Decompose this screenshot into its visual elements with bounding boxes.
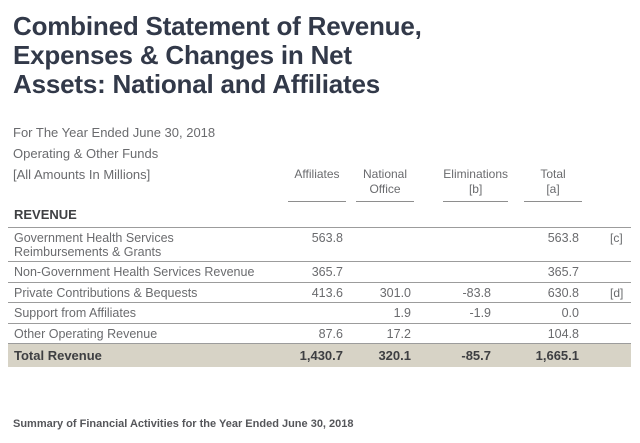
column-header-line: Total: [540, 167, 566, 181]
cell-national-office: 17.2: [346, 323, 414, 344]
row-label-line: Private Contributions & Bequests: [14, 285, 198, 300]
column-header-line: Eliminations: [443, 167, 508, 181]
cell-footnote: [582, 262, 631, 283]
section-header-revenue: REVENUE: [8, 202, 631, 228]
row-label-line: Support from Affiliates: [14, 306, 137, 320]
cell-eliminations: [414, 228, 494, 262]
cell-national-office: [346, 262, 414, 283]
cell-eliminations: -1.9: [414, 303, 494, 324]
cell-total: 365.7: [494, 262, 582, 283]
row-label-line: Other Operating Revenue: [14, 326, 158, 341]
row-label: [8, 323, 286, 344]
page-title: [0, 0, 640, 99]
cell-total-total: 1,665.1: [494, 344, 582, 368]
revenue-table: [8, 167, 631, 367]
column-header-affiliates-underline: [288, 167, 346, 202]
table-row-other-operating-revenue: [8, 323, 631, 344]
cell-footnote: [582, 323, 631, 344]
column-header-line: [288, 182, 346, 197]
column-header-line: Affiliates: [294, 167, 340, 181]
cell-total: 104.8: [494, 323, 582, 344]
cell-affiliates-total: 1,430.7: [286, 344, 346, 368]
column-header-affiliates: [286, 167, 346, 202]
column-header-line: National: [362, 167, 408, 181]
cell-eliminations-total: -85.7: [414, 344, 494, 368]
page-title-line: Expenses & Changes in Net: [13, 40, 352, 70]
cell-national-office: 301.0: [346, 282, 414, 303]
column-header-eliminations: [414, 167, 508, 202]
row-label-line: Reimbursements & Grants: [14, 244, 162, 259]
column-header-line: [a]: [546, 182, 560, 196]
cell-affiliates: 563.8: [286, 228, 346, 262]
page-title-line: Combined Statement of Revenue,: [13, 11, 422, 41]
total-row-label: Total Revenue: [8, 344, 286, 368]
row-label: [8, 303, 286, 324]
column-header-line: Office: [369, 182, 401, 196]
column-header-national-office-underline: [356, 167, 414, 202]
report-units: [All Amounts In Millions]: [13, 167, 151, 182]
table-row-total-revenue: [8, 344, 631, 368]
cell-footnote: [582, 303, 631, 324]
cell-affiliates: [286, 303, 346, 324]
cell-national-office: 1.9: [346, 303, 414, 324]
cell-footnote: [582, 344, 631, 368]
section-header-row: [8, 202, 631, 228]
column-header-notes-spacer: [582, 167, 631, 202]
column-header-eliminations-underline: [443, 167, 508, 202]
cell-eliminations: [414, 323, 494, 344]
table-row-private-contributions: [8, 282, 631, 303]
report-funds: Operating & Other Funds: [13, 146, 159, 161]
table-row-non-government-health-services: [8, 262, 631, 283]
report-period: For The Year Ended June 30, 2018: [13, 125, 216, 140]
row-label-line: Government Health Services: [14, 231, 174, 245]
column-header-national-office: [346, 167, 414, 202]
row-label-line: Non-Government Health Services Revenue: [14, 265, 255, 279]
cell-affiliates: 365.7: [286, 262, 346, 283]
footer-caption: Summary of Financial Activities for the Year Ended June 30, 2018: [13, 418, 354, 430]
cell-eliminations: -83.8: [414, 282, 494, 303]
cell-eliminations: [414, 262, 494, 283]
page-title-line: Assets: National and Affiliates: [13, 69, 381, 99]
row-label: [8, 228, 286, 262]
column-header-line: [b]: [468, 182, 483, 196]
cell-national-office-total: 320.1: [346, 344, 414, 368]
cell-total: 563.8: [494, 228, 582, 262]
cell-total: 0.0: [494, 303, 582, 324]
cell-footnote: [d]: [582, 282, 631, 303]
row-label: [8, 282, 286, 303]
column-header-total-underline: [524, 167, 582, 202]
cell-affiliates: 87.6: [286, 323, 346, 344]
table-row-support-from-affiliates: [8, 303, 631, 324]
table-row-government-health-services: [8, 228, 631, 262]
cell-affiliates: 413.6: [286, 282, 346, 303]
cell-national-office: [346, 228, 414, 262]
row-label: [8, 262, 286, 283]
cell-total: 630.8: [494, 282, 582, 303]
cell-footnote: [c]: [582, 228, 631, 262]
